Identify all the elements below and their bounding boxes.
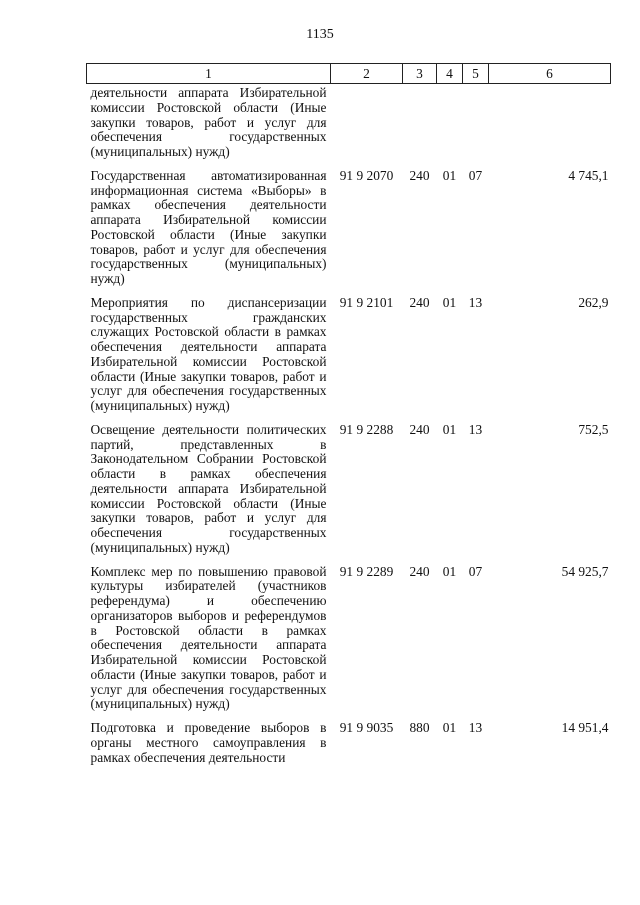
row-target-code bbox=[331, 84, 403, 169]
row-expense-type: 240 bbox=[409, 421, 430, 437]
budget-table bbox=[86, 63, 611, 774]
row-expense-type: 880 bbox=[409, 720, 430, 735]
column-header-6: 6 bbox=[489, 64, 611, 84]
row-description: деятельности аппарата Избирательной комиссии Ростовской области (Иные закупки товаров, работ и услуг для обеспечения государственных (муниципальных) нужд) bbox=[90, 85, 327, 159]
table-row bbox=[87, 565, 611, 722]
column-header-1: 1 bbox=[87, 64, 331, 84]
table-row bbox=[87, 169, 611, 296]
table-row bbox=[87, 423, 611, 565]
row-target-code: 91 9 2289 bbox=[339, 563, 394, 579]
row-amount: 262,9 bbox=[578, 294, 609, 310]
row-subsection: 13 bbox=[468, 720, 483, 735]
column-header-5: 5 bbox=[463, 64, 489, 84]
row-target-code: 91 9 2101 bbox=[339, 294, 394, 310]
row-description: Государственная автоматизированная информационная система «Выборы» в рамках обеспечения деятельности аппарата Избирательной комиссии Ростовской области (Иные закупки товаров, работ и услуг для обеспечения государственных (муниципальных) нужд) bbox=[90, 167, 327, 286]
column-header-2: 2 bbox=[331, 64, 403, 84]
row-subsection: 13 bbox=[468, 294, 483, 310]
page-number: 1135 bbox=[306, 27, 334, 42]
row-amount: 54 925,7 bbox=[561, 563, 609, 579]
row-target-code: 91 9 2288 bbox=[339, 421, 394, 437]
table-header bbox=[87, 64, 611, 84]
row-amount bbox=[489, 84, 611, 169]
row-amount: 752,5 bbox=[578, 421, 609, 437]
table-row bbox=[87, 296, 611, 423]
row-section: 01 bbox=[442, 421, 457, 437]
row-subsection: 07 bbox=[468, 167, 483, 183]
row-section bbox=[437, 84, 463, 169]
row-description: Мероприятия по диспансеризации государственных гражданских служащих Ростовской области в рамках обеспечения деятельности аппарата Избирательной комиссии Ростовской области (Иные закупки товаров, работ и услуг для обеспечения государственных (муниципальных) нужд) bbox=[90, 294, 327, 413]
row-expense-type: 240 bbox=[409, 167, 430, 183]
row-description: Освещение деятельности политических партий, представленных в Законодательном Собрании Ростовской области в рамках обеспечения деятельности аппарата Избирательной комиссии Ростовской области (Иные закупки товаров, работ и услуг для обеспечения государственных (муниципальных) нужд) bbox=[90, 421, 327, 555]
row-section: 01 bbox=[442, 720, 457, 735]
row-expense-type bbox=[403, 84, 437, 169]
row-section: 01 bbox=[442, 563, 457, 579]
row-expense-type: 240 bbox=[409, 563, 430, 579]
row-subsection: 07 bbox=[468, 563, 483, 579]
row-section: 01 bbox=[442, 294, 457, 310]
row-amount: 4 745,1 bbox=[568, 167, 609, 183]
row-section: 01 bbox=[442, 167, 457, 183]
row-subsection bbox=[463, 84, 489, 169]
table-row bbox=[87, 84, 611, 169]
row-expense-type: 240 bbox=[409, 294, 430, 310]
row-subsection: 13 bbox=[468, 421, 483, 437]
column-header-3: 3 bbox=[403, 64, 437, 84]
row-description: Комплекс мер по повышению правовой культуры избирателей (участников референдума) и обеспечению организаторов выборов и референдумов в Ростовской области в рамках обеспечения деятельности аппарата Избирательной комиссии Ростовской области (Иные закупки товаров, работ и услуг для обеспечения государственных (муниципальных) нужд) bbox=[90, 563, 327, 712]
row-target-code: 91 9 9035 bbox=[339, 720, 394, 735]
row-target-code: 91 9 2070 bbox=[339, 167, 394, 183]
row-description: Подготовка и проведение выборов в органы местного самоуправления в рамках обеспечения деятельности bbox=[90, 720, 327, 765]
column-header-4: 4 bbox=[437, 64, 463, 84]
table-row bbox=[87, 721, 611, 774]
row-amount: 14 951,4 bbox=[561, 720, 609, 735]
